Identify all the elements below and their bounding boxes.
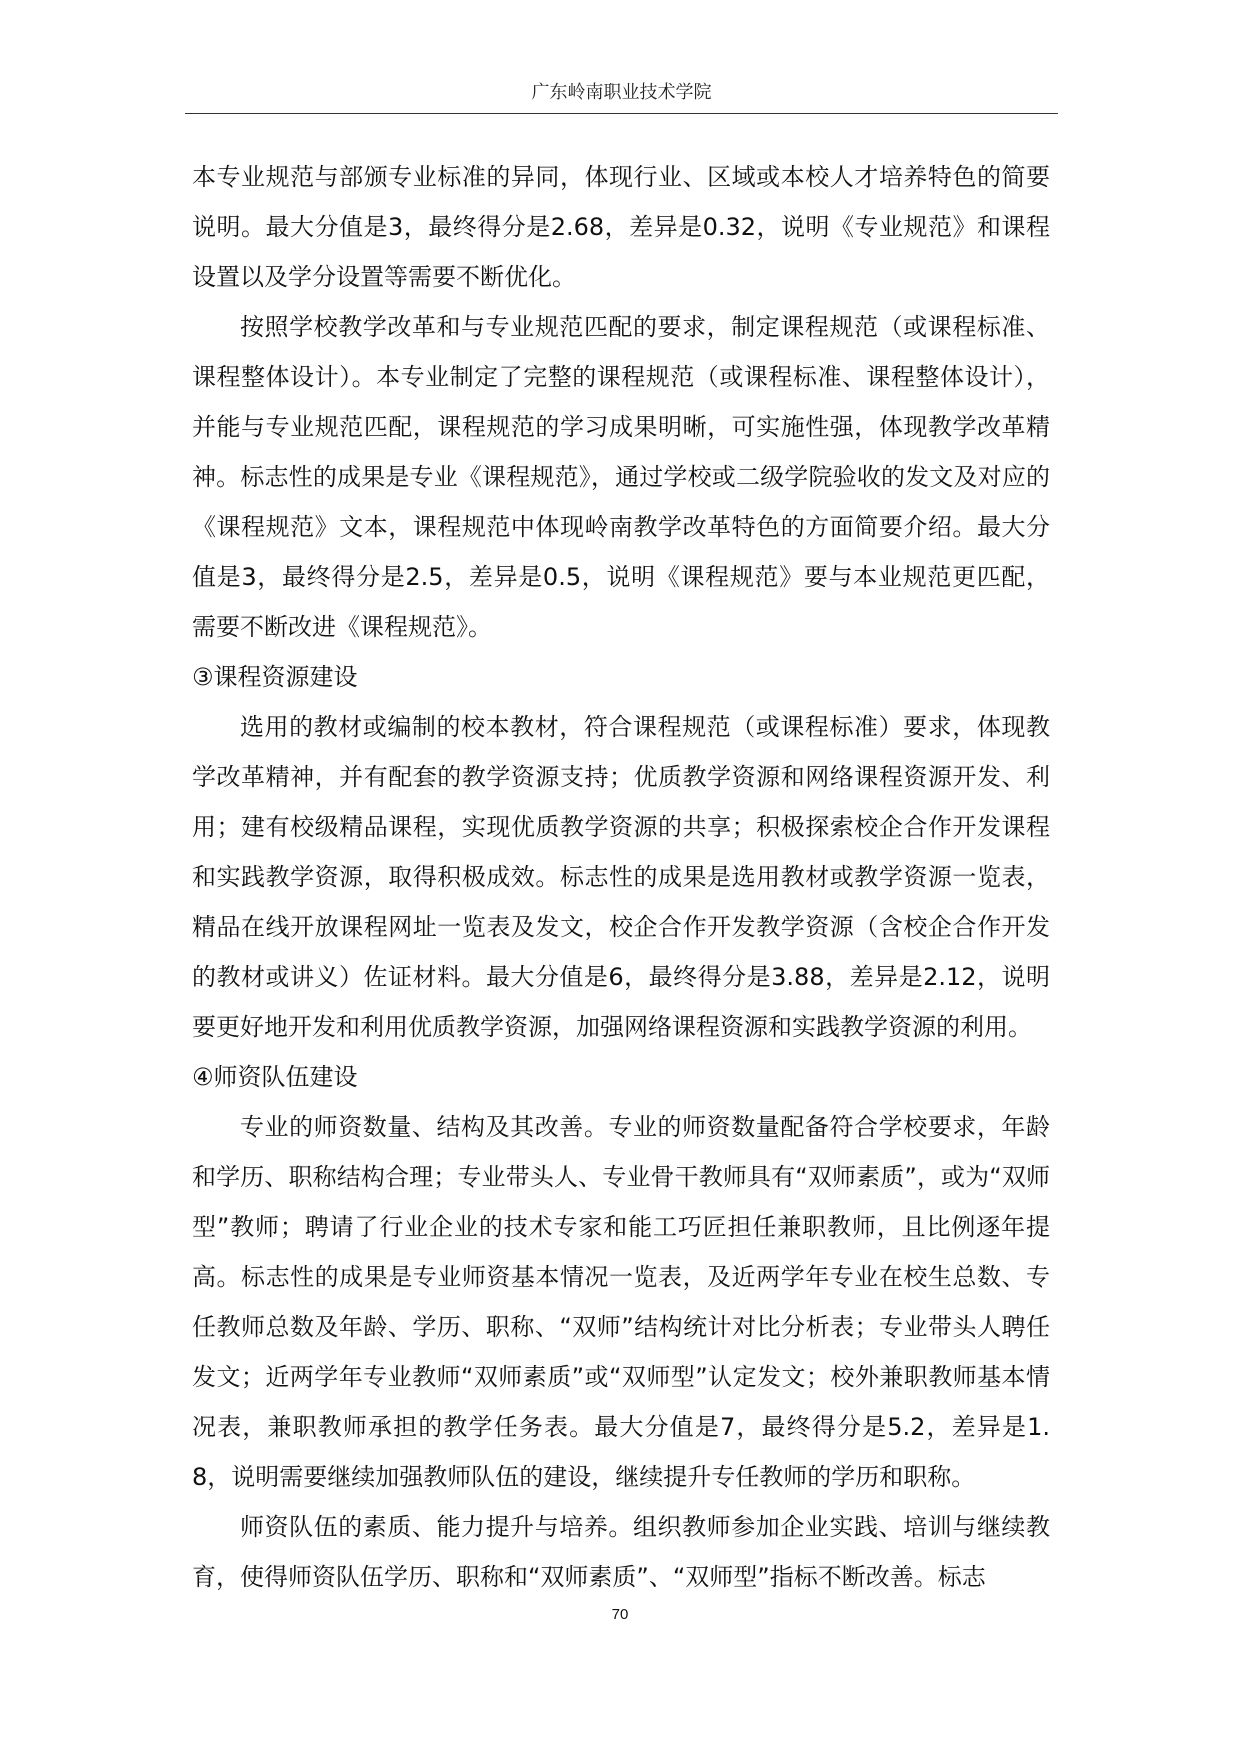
paragraph-course-standard: 按照学校教学改革和与专业规范匹配的要求，制定课程规范（或课程标准、课程整体设计）。本专业制定了完整的课程规范（或课程标准、课程整体设计），并能与专业规范匹配，课程规范的学习成果明晰，可实施性强，体现教学改革精神。标志性的成果是专业《课程规范》，通过学校或二级学院验收的发文及对应的《课程规范》文本，课程规范中体现岭南教学改革特色的方面简要介绍。最大分值是3，最终得分是2.5，差异是0.5，说明《课程规范》要与本业规范更匹配，需要不断改进《课程规范》。 — [192, 313, 1050, 641]
paragraph-faculty-structure: 专业的师资数量、结构及其改善。专业的师资数量配备符合学校要求，年龄和学历、职称结构合理；专业带头人、专业骨干教师具有“双师素质”，或为“双师型”教师；聘请了行业企业的技术专家和能工巧匠担任兼职教师，且比例逐年提高。标志性的成果是专业师资基本情况一览表，及近两学年专业在校生总数、专任教师总数及年龄、学历、职称、“双师”结构统计对比分析表；专业带头人聘任发文；近两学年专业教师“双师素质”或“双师型”认定发文；校外兼职教师基本情况表，兼职教师承担的教学任务表。最大分值是7，最终得分是5.2，差异是1.8，说明需要继续加强教师队伍的建设，继续提升专任教师的学历和职称。 — [192, 1113, 1050, 1491]
page-number: 70 — [611, 1606, 629, 1623]
paragraph-course-resources: 选用的教材或编制的校本教材，符合课程规范（或课程标准）要求，体现教学改革精神，并有配套的教学资源支持；优质教学资源和网络课程资源开发、利用；建有校级精品课程，实现优质教学资源的共享；积极探索校企合作开发课程和实践教学资源，取得积极成效。标志性的成果是选用教材或教学资源一览表，精品在线开放课程网址一览表及发文，校企合作开发教学资源（含校企合作开发的教材或讲义）佐证材料。最大分值是6，最终得分是3.88，差异是2.12，说明要更好地开发和利用优质教学资源，加强网络课程资源和实践教学资源的利用。 — [192, 713, 1050, 1041]
header-divider — [185, 113, 1058, 114]
paragraph-specialty-standard: 本专业规范与部颁专业标准的异同，体现行业、区域或本校人才培养特色的简要说明。最大分值是3，最终得分是2.68，差异是0.32，说明《专业规范》和课程设置以及学分设置等需要不断优化。 — [192, 163, 1050, 291]
section-heading-course-resources: ③课程资源建设 — [192, 663, 358, 691]
page-body — [192, 152, 1050, 1602]
section-heading-faculty: ④师资队伍建设 — [192, 1063, 358, 1091]
page-header: 广东岭南职业技术学院 — [531, 82, 712, 103]
paragraph-faculty-training: 师资队伍的素质、能力提升与培养。组织教师参加企业实践、培训与继续教育，使得师资队伍学历、职称和“双师素质”、“双师型”指标不断改善。标志 — [192, 1513, 1050, 1591]
